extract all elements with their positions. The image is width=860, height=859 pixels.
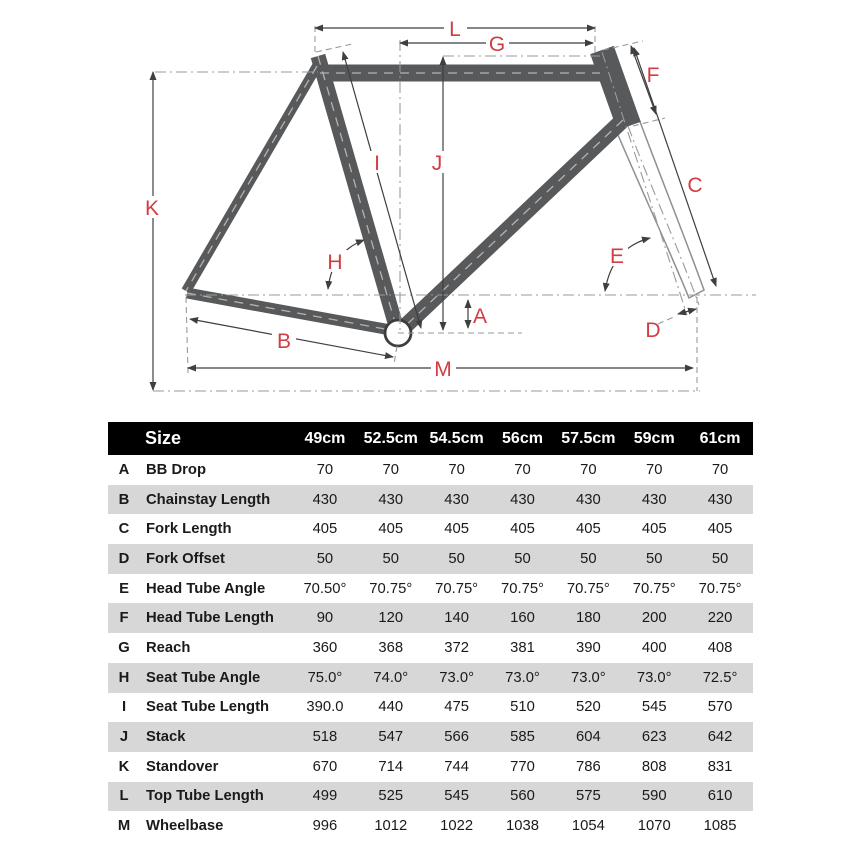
row-value: 74.0° (373, 669, 409, 686)
row-value: 1070 (637, 818, 671, 835)
row-letter: F (119, 610, 129, 627)
table-row (108, 722, 753, 752)
row-value: 560 (510, 788, 535, 805)
table-header-row (108, 422, 753, 455)
row-label: Standover (146, 758, 219, 775)
table-row (108, 603, 753, 633)
frame-geometry-diagram (0, 0, 860, 418)
row-value: 70 (711, 461, 729, 478)
row-value: 604 (576, 729, 601, 746)
row-value: 1022 (440, 818, 474, 835)
row-value: 405 (312, 521, 338, 538)
row-value: 405 (576, 521, 601, 538)
row-value: 547 (378, 729, 404, 746)
row-value: 50 (382, 550, 399, 567)
row-value: 180 (576, 610, 601, 627)
row-value: 430 (576, 491, 601, 508)
row-label: Fork Offset (146, 550, 225, 567)
dim-label-A: A (472, 305, 488, 328)
row-value: 381 (510, 639, 535, 656)
row-label: Seat Tube Angle (146, 669, 261, 686)
row-value: 70 (382, 461, 399, 478)
row-value: 70.50° (303, 580, 347, 597)
row-value: 670 (312, 758, 338, 775)
table-row (108, 455, 753, 485)
table-header-size: Size (145, 428, 182, 448)
row-value: 585 (510, 729, 535, 746)
table-row (108, 514, 753, 544)
tube-centerlines (186, 56, 623, 333)
row-value: 70.75° (566, 580, 610, 597)
table-row (108, 782, 753, 812)
row-value: 73.0° (570, 669, 606, 686)
row-letter: E (119, 580, 129, 597)
row-value: 1038 (506, 818, 539, 835)
row-value: 360 (312, 639, 338, 656)
row-value: 405 (707, 521, 733, 538)
dim-label-E: E (609, 245, 625, 268)
row-letter: B (118, 491, 130, 508)
row-value: 50 (448, 550, 465, 567)
row-value: 90 (316, 610, 334, 627)
row-value: 786 (576, 758, 601, 775)
row-value: 808 (641, 758, 667, 775)
row-label: Head Tube Length (146, 610, 274, 627)
fork-outline (615, 119, 704, 298)
row-value: 405 (378, 521, 404, 538)
table-header-size-column: 59cm (633, 429, 675, 447)
row-letter: D (118, 550, 130, 567)
geometry-table (108, 422, 753, 841)
dim-label-J: J (431, 152, 443, 175)
table-body (108, 455, 753, 841)
row-label: Stack (146, 729, 186, 746)
dim-label-I: I (374, 152, 380, 175)
row-value: 642 (707, 729, 733, 746)
row-label: Reach (146, 639, 191, 656)
row-value: 1012 (374, 818, 408, 835)
dim-label-M: M (434, 358, 452, 381)
row-value: 714 (378, 758, 404, 775)
row-value: 570 (707, 699, 733, 716)
dim-label-K: K (144, 197, 160, 220)
row-value: 368 (378, 639, 404, 656)
row-letter: G (118, 639, 130, 656)
row-value: 73.0° (505, 669, 540, 686)
table-row (108, 693, 753, 723)
row-value: 510 (510, 699, 535, 716)
row-value: 73.0° (439, 669, 474, 686)
row-value: 70.75° (632, 580, 676, 597)
dim-label-C: C (687, 174, 703, 197)
row-value: 430 (312, 491, 338, 508)
row-value: 70.75° (369, 580, 413, 597)
row-letter: J (119, 729, 129, 746)
row-value: 50 (514, 550, 531, 567)
row-label: Wheelbase (146, 818, 224, 835)
table-row (108, 633, 753, 663)
row-value: 996 (312, 818, 338, 835)
row-value: 590 (641, 788, 667, 805)
table-header-size-column: 61cm (699, 429, 741, 447)
row-value: 831 (707, 758, 733, 775)
row-value: 390 (576, 639, 601, 656)
row-value: 72.5° (702, 669, 738, 686)
table-row (108, 544, 753, 574)
row-value: 744 (444, 758, 469, 775)
row-value: 525 (378, 788, 404, 805)
row-value: 430 (378, 491, 404, 508)
dim-label-G: G (488, 33, 506, 56)
row-label: BB Drop (146, 461, 207, 478)
table-header-size-column: 49cm (304, 429, 346, 447)
row-value: 499 (312, 788, 338, 805)
row-value: 390.0 (306, 699, 344, 716)
table-header-size-column: 54.5cm (429, 429, 484, 447)
row-value: 430 (707, 491, 733, 508)
row-letter: A (118, 461, 130, 478)
row-value: 405 (641, 521, 667, 538)
row-value: 575 (576, 788, 601, 805)
row-value: 408 (707, 639, 733, 656)
head-tube (602, 50, 629, 126)
row-value: 50 (316, 550, 334, 567)
row-value: 70.75° (501, 580, 544, 597)
row-value: 120 (378, 610, 404, 627)
row-value: 520 (576, 699, 601, 716)
row-value: 1085 (703, 818, 737, 835)
row-label: Seat Tube Length (146, 699, 270, 716)
dim-label-D: D (645, 319, 661, 342)
row-value: 70 (645, 461, 663, 478)
row-letter: H (118, 669, 130, 686)
row-value: 610 (707, 788, 733, 805)
row-letter: K (118, 758, 130, 775)
row-value: 430 (641, 491, 667, 508)
table-row (108, 574, 753, 604)
row-value: 70 (514, 461, 531, 478)
row-value: 70 (448, 461, 465, 478)
row-label: Head Tube Angle (146, 580, 266, 597)
row-value: 70.75° (435, 580, 479, 597)
table-row (108, 752, 753, 782)
row-value: 160 (510, 610, 535, 627)
dim-label-H: H (327, 251, 343, 274)
row-letter: C (118, 521, 130, 538)
table-header-size-column: 57.5cm (561, 429, 616, 447)
row-value: 1054 (571, 818, 605, 835)
row-value: 405 (444, 521, 469, 538)
row-letter: I (121, 699, 127, 716)
table-header-size-column: 52.5cm (363, 429, 418, 447)
row-value: 73.0° (636, 669, 672, 686)
row-value: 50 (580, 550, 597, 567)
dim-label-L: L (449, 18, 461, 41)
row-value: 70.75° (698, 580, 742, 597)
row-value: 50 (645, 550, 663, 567)
row-value: 220 (707, 610, 733, 627)
row-value: 518 (312, 729, 338, 746)
row-value: 140 (444, 610, 469, 627)
row-value: 545 (444, 788, 469, 805)
row-value: 372 (444, 639, 469, 656)
row-value: 566 (444, 729, 469, 746)
row-letter: L (119, 788, 129, 805)
row-value: 400 (641, 639, 667, 656)
row-value: 623 (641, 729, 667, 746)
row-label: Top Tube Length (146, 788, 264, 805)
row-value: 70 (580, 461, 597, 478)
dim-label-F: F (646, 64, 660, 87)
row-value: 405 (510, 521, 535, 538)
row-value: 440 (378, 699, 404, 716)
row-value: 50 (711, 550, 729, 567)
table-header-size-column: 56cm (502, 429, 543, 447)
row-value: 75.0° (307, 669, 343, 686)
row-label: Chainstay Length (146, 491, 271, 508)
row-value: 430 (510, 491, 535, 508)
frame-tubes (186, 50, 629, 333)
row-value: 770 (510, 758, 535, 775)
row-value: 70 (316, 461, 334, 478)
row-value: 475 (444, 699, 469, 716)
dim-label-B: B (276, 330, 292, 353)
row-value: 200 (641, 610, 667, 627)
row-label: Fork Length (146, 521, 232, 538)
table-row (108, 811, 753, 841)
row-letter: M (117, 818, 131, 835)
row-value: 545 (641, 699, 667, 716)
row-value: 430 (444, 491, 469, 508)
table-row (108, 663, 753, 693)
table-row (108, 485, 753, 515)
